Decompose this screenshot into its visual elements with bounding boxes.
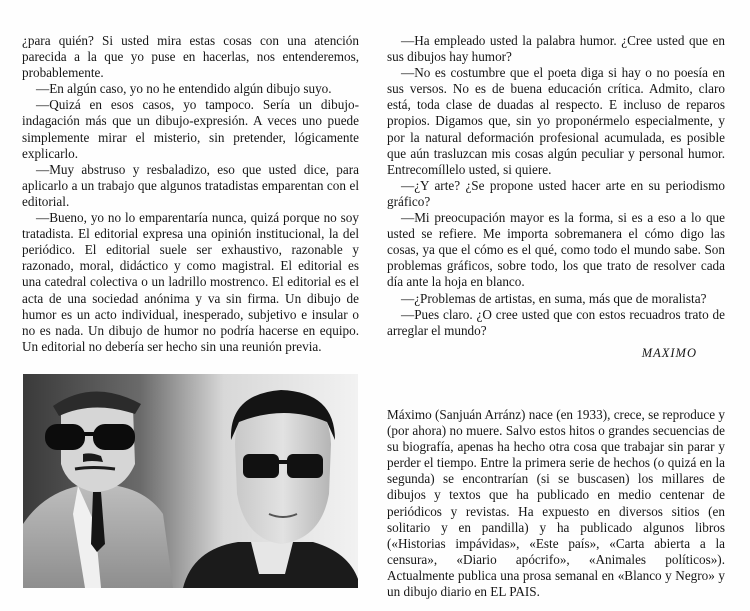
author-biography: Máximo (Sanjuán Arránz) nace (en 1933), crece, se reproduce y (por ahora) no muere. Salvo estos hitos o grandes secuencias de su biografía, apenas ha hecho otra cosa que trabajar sin parar y perder el tiempo. Entre la primera serie de hechos (o quizá en la segunda) se encontrarían (si se buscasen) los millares de dibujos y textos que ha publicado en medio centenar de periódicos y revistas. Ha expuesto en diversos sitios (en solitario y en pandilla) y ha publicado algunos libros («Historias impávidas», «Este país», «Carta abierta a la censura», «Diario apócrifo», «Animales políticos»). Actualmente publica una prosa semanal en «Blanco y Negro» y un dibujo diario en EL PAIS. (387, 407, 725, 600)
paragraph: —Quizá en esos casos, yo tampoco. Sería un dibujo-indagación más que un dibujo-expresión. A veces uno puede simplemente mirar el misterio, sin pretender, lógicamente explicarlo. (22, 97, 359, 161)
paragraph: —Mi preocupación mayor es la forma, si es a eso a lo que usted se refiere. Me importa sobremanera el cómo digo las cosas, ya que el cómo es el qué, como todo el mundo sabe. Son problemas gráficos, sobre todo, los que trato de resolver cada día ante la hoja en blanco. (387, 210, 725, 290)
paragraph: —¿Problemas de artistas, en suma, más que de moralista? (401, 290, 707, 306)
right-text-column (387, 33, 725, 361)
paragraph: —Pues claro. ¿O cree usted que con estos recuadros trato de arreglar el mundo? (387, 306, 725, 338)
paragraph: ¿para quién? Si usted mira estas cosas con una atención parecida a la que yo puse en hacerlas, nos entenderemos, probablemente. (22, 33, 359, 81)
paragraph: —Bueno, yo no lo emparentaría nunca, quizá porque no soy tratadista. El editorial expresa una opinión institucional, la del periódico. El editorial suele ser exhaustivo, razonable y razonado, moral, didáctico y como magistral. El editorial es una catedral colectiva o un ladrillo mostrenco. El editorial es el acta de una sociedad anónima y va sin firma. Un dibujo de humor es un acto individual, inesperado, subjetivo e insular o no es nada. Un dibujo de humor no podría hacerse en equipo. Un editorial no debería ser hecho sin una reunión previa. (22, 210, 359, 354)
paragraph: —En algún caso, yo no he entendido algún dibujo suyo. (36, 81, 332, 97)
author-photo (23, 374, 358, 588)
paragraph: —Ha empleado usted la palabra humor. ¿Cree usted que en sus dibujos hay humor? (387, 33, 725, 65)
paragraph: —No es costumbre que el poeta diga si hay o no poesía en sus versos. No es de buena educación crítica. Admito, claro está, toda clase de duadas al respecto. E incluso de reparos propios. Digamos que, sin yo proponérmelo especialmente, y por la natural deformación profesional acumulada, es posible que aún trasluzcan mis cosas algún peculiar y personal humor. Entrecomíllelo usted, si quiere. (387, 65, 725, 177)
left-text-column (22, 33, 359, 355)
paragraph: —¿Y arte? ¿Se propone usted hacer arte en su periodismo gráfico? (387, 177, 725, 209)
paragraph: —Muy abstruso y resbaladizo, eso que usted dice, para aplicarlo a un trabajo que algunos tratadistas emparentan con el editorial. (22, 161, 359, 209)
author-signature: MAXIMO (641, 345, 697, 360)
